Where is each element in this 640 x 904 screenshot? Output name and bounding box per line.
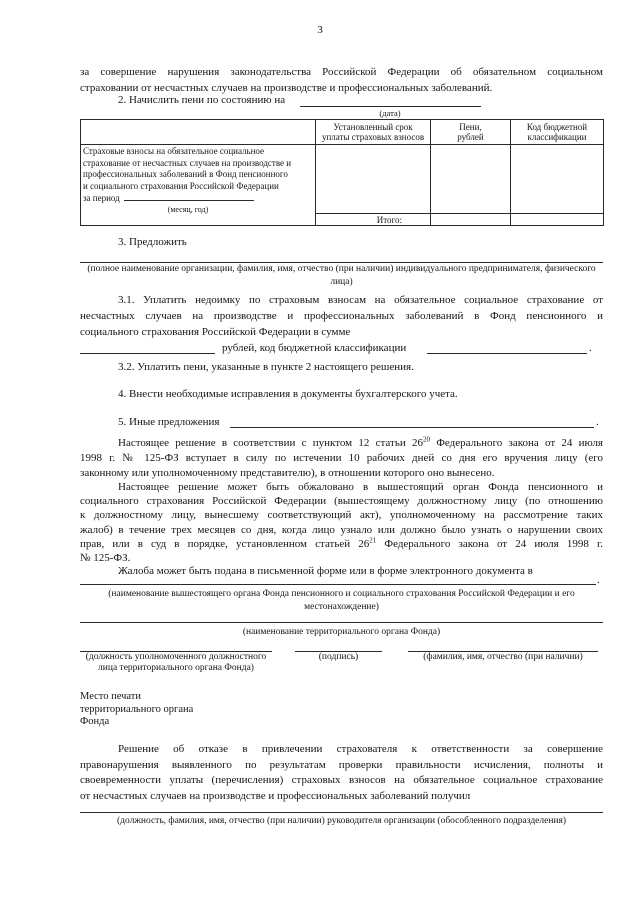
caption-line: (должность уполномоченного должностного	[85, 652, 267, 662]
penalty-date-label: 2. Начислить пени по состоянию на	[118, 94, 286, 106]
amount-end-mark: .	[589, 342, 592, 354]
complaint-text: Жалоба может быть подана в письменной форме или в форме электронного документа в	[118, 565, 533, 577]
article-superscript: 21	[369, 536, 377, 545]
page-number: 3	[317, 24, 323, 36]
other-proposals-label: 5. Иные предложения	[118, 416, 220, 428]
row-label-line: Страховые взносы на обязательное социальное	[83, 146, 265, 156]
paragraph-line: 1998 г. № 125-ФЗ вступает в силу по истечении 10 рабочих дней со дня его вручения лицу (его	[80, 452, 603, 464]
paragraph-line: социального страхования Российской Федерации в сумме	[80, 326, 351, 338]
superior-body-blank-line	[80, 584, 596, 585]
propose-label: 3. Предложить	[118, 236, 187, 248]
name-caption: (фамилия, имя, отчество (при наличии)	[423, 652, 583, 662]
header-line: рублей	[457, 132, 484, 142]
kbk-cell	[511, 145, 604, 214]
paragraph-line: своевременности уплаты (перечисления) страховых взносов на обязательное социальное страхование	[80, 774, 603, 787]
header-penalty	[431, 120, 511, 145]
caption-line: (наименование вышестоящего органа Фонда пенсионного и социального страхования Российской Федерации и его	[108, 589, 575, 599]
seal-line: Фонда	[80, 716, 110, 727]
organization-caption	[80, 263, 603, 288]
appeal-paragraph	[80, 480, 603, 565]
other-proposals-end-mark: .	[596, 416, 599, 428]
penalty-amount-cell	[431, 145, 511, 214]
kbk-blank-line	[427, 353, 587, 354]
date-caption: (дата)	[379, 108, 401, 118]
receipt-paragraph	[80, 742, 603, 804]
pay-penalty-item: 3.2. Уплатить пени, указанные в пункте 2 настоящего решения.	[118, 361, 414, 373]
header-kbk	[511, 120, 604, 145]
contributions-label-cell	[81, 145, 316, 226]
paragraph-line: от несчастных случаев на производстве и профессиональных заболеваний получил	[80, 789, 471, 802]
header-blank-cell	[81, 120, 316, 145]
other-proposals-blank-line	[230, 427, 594, 428]
intro-line: страховании от несчастных случаев на производстве и профессиональных заболеваний.	[80, 82, 493, 94]
row-label-line: и социального страхования Российской Федерации	[83, 180, 279, 191]
paragraph-line: № 125-ФЗ.	[80, 552, 131, 565]
paragraph-line: прав, или в суд в порядке, установленном статьей $26^{21}$ Федерального закона от 24 июля 1998 г.	[80, 536, 603, 550]
signature-caption: (подпись)	[318, 652, 359, 662]
header-line: классификации	[527, 132, 587, 142]
seal-line: Место печати	[80, 691, 142, 702]
paragraph-line: законному или уполномоченному представителю), в отношении которого оно вынесено.	[80, 467, 495, 479]
header-line: уплаты страховых взносов	[321, 132, 425, 142]
period-blank-line	[124, 192, 254, 201]
total-penalty-cell	[431, 214, 511, 226]
due-date-cell	[316, 145, 431, 214]
header-due-date	[316, 120, 431, 145]
date-blank-line	[300, 106, 481, 107]
row-label-line: страхование от несчастных случаев на производстве и	[83, 157, 292, 168]
caption-line: местонахождение)	[304, 602, 379, 612]
penalty-table	[80, 119, 604, 226]
paragraph-line: Настоящее решение в соответствии с пунктом 12 статьи $26^{20}$ Федерального закона от 24 июля	[118, 435, 603, 449]
total-kbk-cell	[511, 214, 604, 226]
caption-line: лица территориального органа Фонда)	[98, 663, 254, 673]
paragraph-line: социального страхования Российской Федерации (вышестоящему должностному лицу (по отношению	[80, 495, 603, 508]
paragraph-line: 3.1. Уплатить недоимку по страховым взносам на обязательное социальное страхование от	[118, 294, 603, 306]
territorial-body-blank-line	[80, 622, 603, 623]
seal-line: территориального органа	[80, 703, 194, 715]
arrears-paragraph	[80, 292, 603, 340]
recipient-blank-line	[80, 812, 603, 813]
amount-blank-line	[80, 353, 215, 354]
header-line: Пени,	[459, 121, 482, 132]
total-label: Итого:	[316, 214, 431, 226]
period-row	[83, 192, 313, 205]
caption-line: (полное наименование организации, фамилия, имя, отчество (при наличии) индивидуального предпринимателя, физического	[87, 264, 596, 274]
paragraph-line: правонарушения выявленного по результатам проверки правильности исчисления, полноты и	[80, 758, 603, 771]
position-caption	[80, 652, 272, 674]
amount-kbk-text: рублей, код бюджетной классификации	[222, 342, 407, 354]
header-line: Код бюджетной	[526, 121, 588, 132]
seal-place	[80, 691, 193, 729]
entry-into-force-paragraph	[80, 436, 603, 481]
superior-body-caption	[80, 588, 603, 614]
recipient-caption: (должность, фамилия, имя, отчество (при наличии) руководителя организации (обособленного подразделения)	[116, 816, 567, 826]
row-label-line: профессиональных заболеваний в Фонд пенсионного	[83, 169, 288, 179]
paragraph-line: Настоящее решение может быть обжаловано в вышестоящий орган Фонда пенсионного и	[118, 481, 603, 493]
complaint-end-mark: .	[597, 574, 600, 586]
caption-line: лица)	[330, 276, 353, 287]
intro-line: за совершение нарушения законодательства Российской Федерации об обязательном социальном	[80, 66, 603, 78]
header-line: Установленный срок	[333, 121, 413, 132]
territorial-body-caption: (наименование территориального органа Фонда)	[242, 627, 441, 637]
accounting-corrections-item: 4. Внести необходимые исправления в документы бухгалтерского учета.	[118, 388, 458, 400]
period-caption: (месяц, год)	[167, 204, 209, 214]
paragraph-line: жалоб) в течение трех месяцев со дня, когда лицо узнало или должно было узнать о нарушении своих	[80, 523, 603, 536]
period-label: за период	[83, 193, 120, 203]
paragraph-line: Решение об отказе в привлечении страхователя к ответственности за совершение	[118, 743, 603, 755]
paragraph-line: несчастных случаев на производстве и профессиональных заболеваний в Фонд пенсионного и	[80, 310, 603, 322]
article-superscript: 20	[422, 435, 430, 444]
paragraph-line: к должностному лицу, вынесшему соответствующий акт), уполномоченному на рассмотрение таких	[80, 509, 603, 522]
